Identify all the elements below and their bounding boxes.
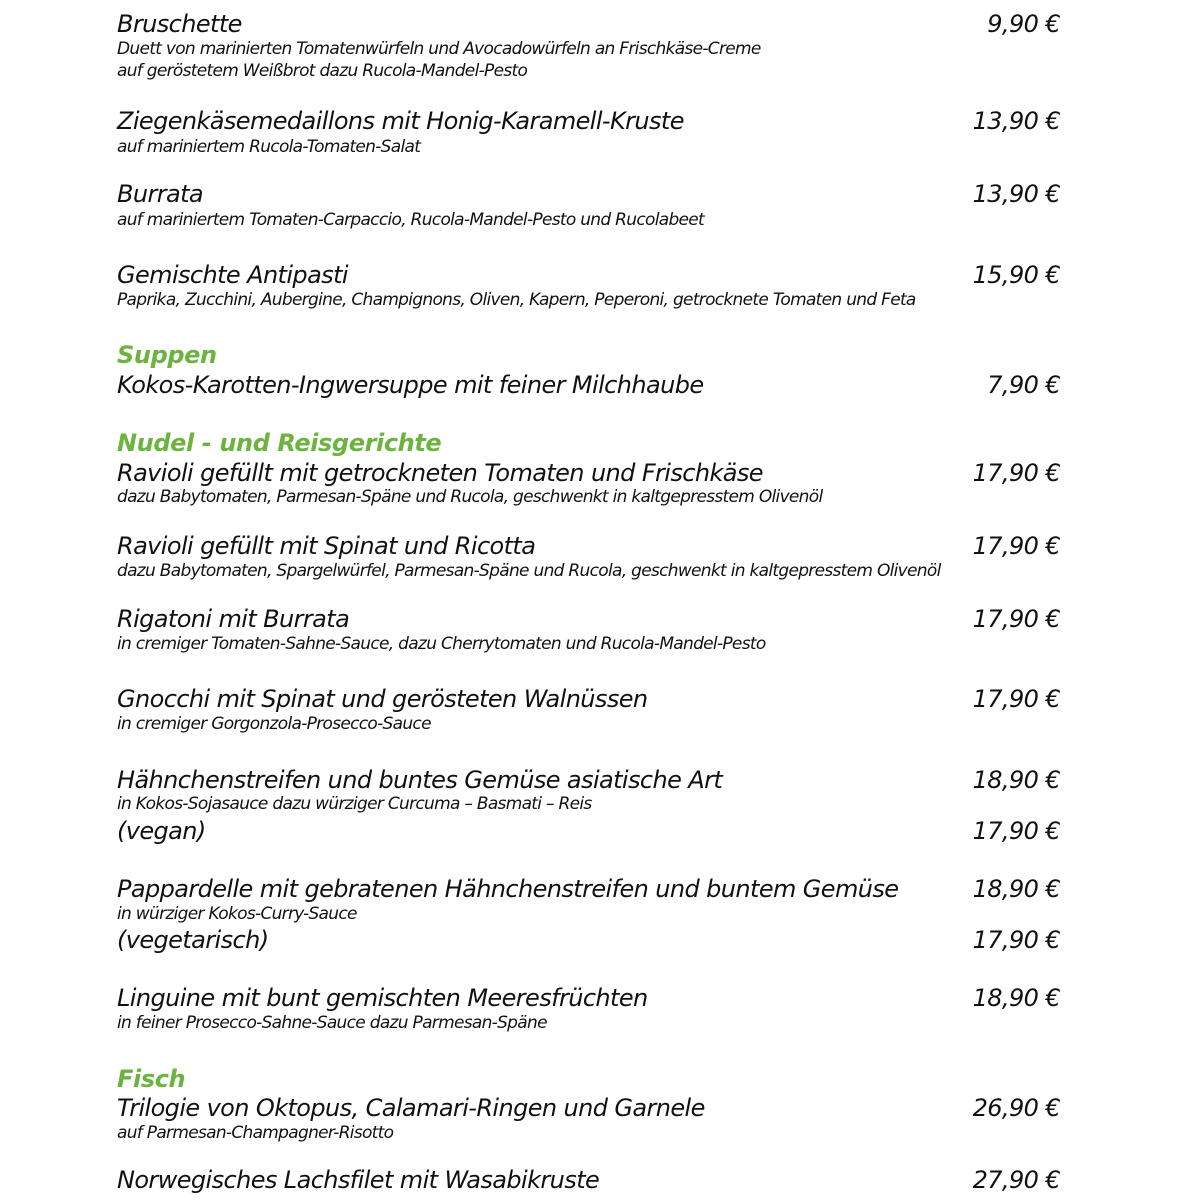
section-heading-nudel-reis: Nudel - und Reisgerichte (117, 429, 442, 457)
section-heading-suppen: Suppen (117, 341, 217, 369)
menu-item-variant-label: (vegan) (117, 817, 206, 845)
menu-item-title: Ravioli gefüllt mit Spinat und Ricotta (117, 532, 536, 560)
section-heading-fisch: Fisch (117, 1065, 186, 1093)
menu-item-description: dazu Babytomaten, Spargelwürfel, Parmesan-Späne und Rucola, geschwenkt in kaltgepresstem Olivenöl (117, 561, 941, 581)
menu-item-price: 18,90 € (972, 984, 1060, 1012)
menu-item-description: in cremiger Gorgonzola-Prosecco-Sauce (117, 714, 431, 734)
menu-item-title: Pappardelle mit gebratenen Hähnchenstreifen und buntem Gemüse (117, 875, 899, 903)
menu-item-description: in feiner Prosecco-Sahne-Sauce dazu Parmesan-Späne (117, 1013, 547, 1033)
menu-item-title: Trilogie von Oktopus, Calamari-Ringen und Garnele (117, 1094, 705, 1122)
menu-item-title: Gnocchi mit Spinat und gerösteten Walnüssen (117, 685, 648, 713)
menu-item-description: auf mariniertem Tomaten-Carpaccio, Rucola-Mandel-Pesto und Rucolabeet (117, 210, 705, 230)
menu-item-price: 17,90 € (972, 532, 1060, 560)
menu-item-price: 13,90 € (972, 107, 1060, 135)
menu-item-description: in Kokos-Sojasauce dazu würziger Curcuma – Basmati – Reis (117, 794, 592, 814)
menu-item-price: 27,90 € (972, 1166, 1060, 1194)
menu-item-price: 18,90 € (972, 766, 1060, 794)
menu-item-variant-label: (vegetarisch) (117, 926, 269, 954)
menu-item-title: Hähnchenstreifen und buntes Gemüse asiatische Art (117, 766, 723, 794)
menu-item-price: 15,90 € (972, 261, 1060, 289)
menu-item-price: 17,90 € (972, 459, 1060, 487)
menu-item-title: Linguine mit bunt gemischten Meeresfrüchten (117, 984, 648, 1012)
menu-item-description: auf mariniertem Rucola-Tomaten-Salat (117, 137, 421, 157)
menu-item-price: 7,90 € (987, 371, 1060, 399)
menu-item-price: 26,90 € (972, 1094, 1060, 1122)
menu-item-variant-price: 17,90 € (972, 926, 1060, 954)
menu-item-title: Burrata (117, 180, 204, 208)
menu-item-price: 9,90 € (987, 10, 1060, 38)
menu-item-title: Ziegenkäsemedaillons mit Honig-Karamell-Kruste (117, 107, 684, 135)
menu-item-price: 13,90 € (972, 180, 1060, 208)
menu-item-title: Bruschette (117, 10, 242, 38)
menu-item-title: Gemischte Antipasti (117, 261, 348, 289)
menu-item-description: auf Parmesan-Champagner-Risotto (117, 1123, 394, 1143)
menu-item-description: Duett von marinierten Tomatenwürfeln und Avocadowürfeln an Frischkäse-Creme (117, 39, 761, 59)
menu-item-title: Norwegisches Lachsfilet mit Wasabikruste (117, 1166, 600, 1194)
menu-item-description: auf geröstetem Weißbrot dazu Rucola-Mandel-Pesto (117, 61, 528, 81)
menu-item-variant-price: 17,90 € (972, 817, 1060, 845)
menu-item-title: Ravioli gefüllt mit getrockneten Tomaten und Frischkäse (117, 459, 763, 487)
menu-item-price: 17,90 € (972, 605, 1060, 633)
menu-item-description: dazu Babytomaten, Parmesan-Späne und Rucola, geschwenkt in kaltgepresstem Olivenöl (117, 487, 823, 507)
menu-item-title: Rigatoni mit Burrata (117, 605, 350, 633)
menu-item-title: Kokos-Karotten-Ingwersuppe mit feiner Milchhaube (117, 371, 704, 399)
menu-item-description: Paprika, Zucchini, Aubergine, Champignons, Oliven, Kapern, Peperoni, getrocknete Tomaten und Feta (117, 290, 916, 310)
menu-item-description: in cremiger Tomaten-Sahne-Sauce, dazu Cherrytomaten und Rucola-Mandel-Pesto (117, 634, 766, 654)
menu-item-price: 18,90 € (972, 875, 1060, 903)
menu-item-price: 17,90 € (972, 685, 1060, 713)
menu-item-description: in würziger Kokos-Curry-Sauce (117, 904, 357, 924)
